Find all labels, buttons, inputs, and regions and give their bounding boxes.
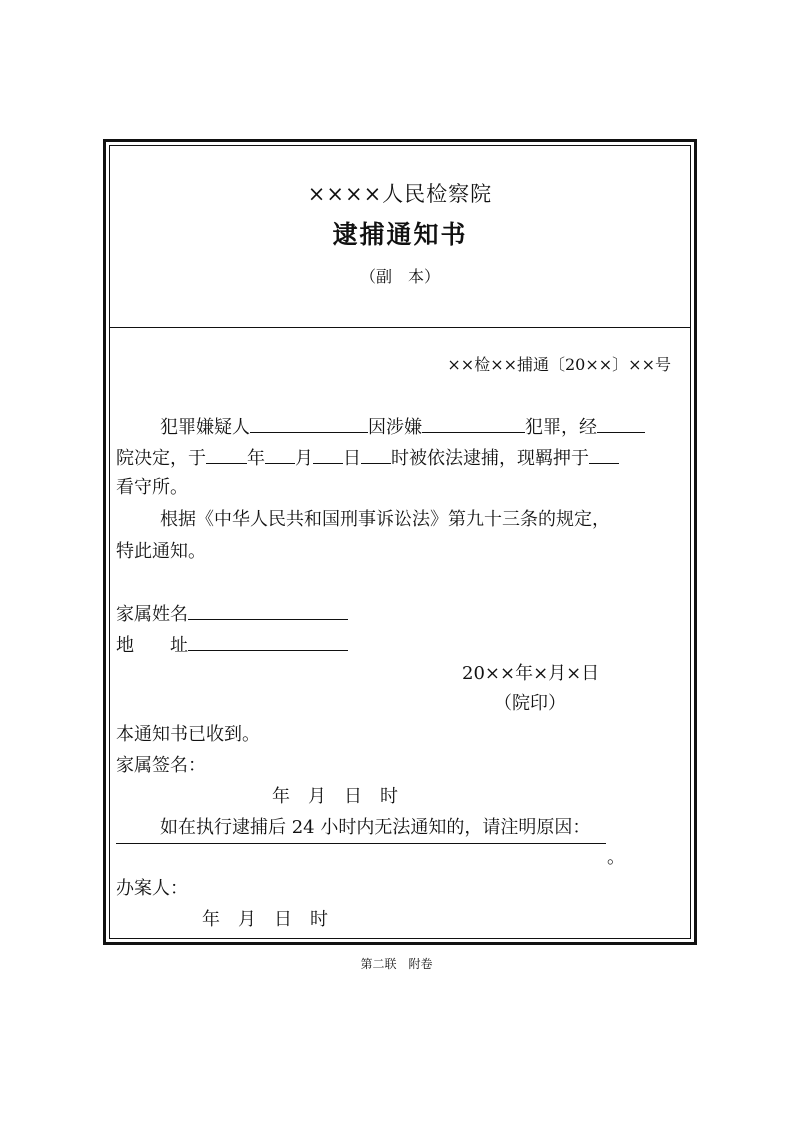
detention-center-blank[interactable] [589,445,619,464]
suspect-label: 犯罪嫌疑人 [160,417,250,438]
month-label: 月 [295,448,313,469]
copy-label: （副 本） [359,267,440,286]
document-title: 逮捕通知书 [332,220,468,249]
family-signature-label: 家属签名： [116,755,206,776]
body-line-3: 看守所。 [116,477,188,498]
page-footer: 第二联 附卷 [360,957,433,971]
arrest-year-blank[interactable] [206,445,247,464]
decision-label: 院决定，于 [116,448,206,469]
family-name-label: 家属姓名 [116,604,188,625]
court-name: ××××人民检察院 [307,182,493,206]
body-line-5: 特此通知。 [116,541,206,562]
detention-label: 时被依法逮捕，现羁押于 [391,448,589,469]
family-address-blank[interactable] [188,632,348,651]
issue-date: 20××年×月×日 [462,663,600,684]
reason-blank[interactable] [116,843,606,844]
signature-date-line: 年 月 日 时 [272,786,398,807]
day-label: 日 [343,448,361,469]
receipt-statement: 本通知书已收到。 [116,724,260,745]
notice-text: 如在执行逮捕后 24 小时内无法通知的，请注明原因： [160,817,591,838]
body-line-2 [116,445,619,471]
reason-end-mark: 。 [607,847,625,868]
arrest-month-blank[interactable] [265,445,295,464]
court-seal: （院印） [494,693,566,714]
document-header [110,146,690,328]
family-address-label: 地 址 [116,635,188,656]
family-address-row [116,632,348,658]
document-frame [103,139,697,945]
document-inner-frame [109,145,691,939]
case-handler-label: 办案人： [116,878,188,899]
document-number: ××检××捕通〔20××〕××号 [447,355,671,374]
suspect-name-blank[interactable] [250,414,368,433]
arrest-hour-blank[interactable] [361,445,391,464]
body-line-4: 根据《中华人民共和国刑事诉讼法》第九十三条的规定， [160,509,610,530]
handler-date-line: 年 月 日 时 [202,909,328,930]
charge-label: 因涉嫌 [368,417,422,438]
family-name-blank[interactable] [188,601,348,620]
crime-label: 犯罪，经 [525,417,597,438]
body-line-1 [160,414,645,440]
year-label: 年 [247,448,265,469]
family-name-row [116,601,348,627]
approving-court-blank[interactable] [597,414,645,433]
charge-blank[interactable] [422,414,525,433]
arrest-day-blank[interactable] [313,445,343,464]
